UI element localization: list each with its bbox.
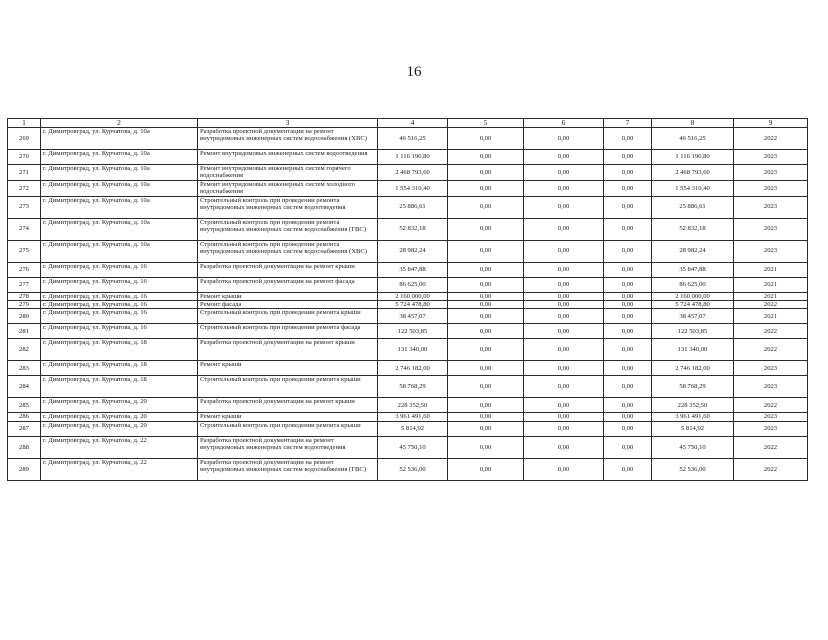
- table-body: [8, 128, 808, 481]
- value-cell-6: 0,00: [524, 339, 604, 361]
- value-cell-6: 0,00: [524, 413, 604, 421]
- total-cost-cell: 86 625,00: [378, 277, 448, 292]
- total-cost-cell: 25 886,61: [378, 196, 448, 218]
- value-cell-8: 122 503,85: [652, 324, 734, 339]
- value-cell-8: 25 886,61: [652, 196, 734, 218]
- address-cell: г. Димитровград, ул. Курчатова, д. 10а: [41, 150, 198, 165]
- row-number: 273: [8, 196, 41, 218]
- year-cell: 2022: [734, 339, 808, 361]
- value-cell-6: 0,00: [524, 218, 604, 240]
- table-row: [8, 398, 808, 413]
- row-number: 274: [8, 218, 41, 240]
- year-cell: 2023: [734, 240, 808, 262]
- value-cell-8: 228 352,50: [652, 398, 734, 413]
- value-cell-5: 0,00: [448, 292, 524, 300]
- value-cell-5: 0,00: [448, 339, 524, 361]
- value-cell-8: 52 536,00: [652, 458, 734, 480]
- table-row: [8, 292, 808, 300]
- year-cell: 2021: [734, 277, 808, 292]
- value-cell-5: 0,00: [448, 196, 524, 218]
- address-cell: г. Димитровград, ул. Курчатова, д. 10а: [41, 180, 198, 196]
- work-type-cell: Строительный контроль при проведении ремонта внутридомовых инженерных систем водоотведения: [198, 196, 378, 218]
- value-cell-7: 0,00: [604, 361, 652, 376]
- value-cell-5: 0,00: [448, 128, 524, 150]
- row-number: 275: [8, 240, 41, 262]
- year-cell: 2021: [734, 309, 808, 324]
- value-cell-5: 0,00: [448, 421, 524, 436]
- year-cell: 2023: [734, 165, 808, 181]
- value-cell-5: 0,00: [448, 240, 524, 262]
- value-cell-7: 0,00: [604, 180, 652, 196]
- table-row: [8, 413, 808, 421]
- work-type-cell: Ремонт фасада: [198, 301, 378, 309]
- work-type-cell: Ремонт внутридомовых инженерных систем водоотведения: [198, 150, 378, 165]
- year-cell: 2022: [734, 398, 808, 413]
- row-number: 278: [8, 292, 41, 300]
- value-cell-8: 58 768,29: [652, 376, 734, 398]
- column-header: 7: [604, 119, 652, 128]
- address-cell: г. Димитровград, ул. Курчатова, д. 10а: [41, 218, 198, 240]
- value-cell-8: 35 847,88: [652, 262, 734, 277]
- address-cell: г. Димитровград, ул. Курчатова, д. 16: [41, 277, 198, 292]
- total-cost-cell: 52 536,00: [378, 458, 448, 480]
- row-number: 269: [8, 128, 41, 150]
- value-cell-6: 0,00: [524, 128, 604, 150]
- total-cost-cell: 131 340,00: [378, 339, 448, 361]
- row-number: 270: [8, 150, 41, 165]
- value-cell-5: 0,00: [448, 150, 524, 165]
- address-cell: г. Димитровград, ул. Курчатова, д. 18: [41, 339, 198, 361]
- value-cell-6: 0,00: [524, 436, 604, 458]
- value-cell-6: 0,00: [524, 421, 604, 436]
- table-row: [8, 128, 808, 150]
- registry-table: [7, 118, 808, 481]
- value-cell-5: 0,00: [448, 301, 524, 309]
- value-cell-5: 0,00: [448, 262, 524, 277]
- value-cell-8: 28 982,24: [652, 240, 734, 262]
- value-cell-8: 45 750,10: [652, 436, 734, 458]
- row-number: 287: [8, 421, 41, 436]
- value-cell-8: 5 724 478,80: [652, 301, 734, 309]
- work-type-cell: Ремонт внутридомовых инженерных систем горячего водоснабжения: [198, 165, 378, 181]
- value-cell-7: 0,00: [604, 128, 652, 150]
- value-cell-8: 46 516,25: [652, 128, 734, 150]
- value-cell-6: 0,00: [524, 376, 604, 398]
- value-cell-8: 131 340,00: [652, 339, 734, 361]
- total-cost-cell: 3 961 491,60: [378, 413, 448, 421]
- work-type-cell: Строительный контроль при проведении ремонта фасада: [198, 324, 378, 339]
- value-cell-7: 0,00: [604, 421, 652, 436]
- work-type-cell: Ремонт крыши: [198, 413, 378, 421]
- total-cost-cell: 45 750,10: [378, 436, 448, 458]
- row-number: 272: [8, 180, 41, 196]
- value-cell-8: 86 625,00: [652, 277, 734, 292]
- value-cell-7: 0,00: [604, 218, 652, 240]
- row-number: 284: [8, 376, 41, 398]
- work-type-cell: Строительный контроль при проведении ремонта внутридомовых инженерных систем водоснабжения (ГВС): [198, 218, 378, 240]
- value-cell-6: 0,00: [524, 458, 604, 480]
- value-cell-7: 0,00: [604, 240, 652, 262]
- year-cell: 2023: [734, 218, 808, 240]
- value-cell-8: 1 116 196,80: [652, 150, 734, 165]
- column-header: 6: [524, 119, 604, 128]
- table-row: [8, 196, 808, 218]
- row-number: 289: [8, 458, 41, 480]
- total-cost-cell: 1 116 196,80: [378, 150, 448, 165]
- value-cell-6: 0,00: [524, 196, 604, 218]
- value-cell-8: 52 832,18: [652, 218, 734, 240]
- work-type-cell: Разработка проектной документации на ремонт крыши: [198, 398, 378, 413]
- year-cell: 2023: [734, 413, 808, 421]
- address-cell: г. Димитровград, ул. Курчатова, д. 20: [41, 398, 198, 413]
- value-cell-5: 0,00: [448, 218, 524, 240]
- page-number: 16: [406, 64, 422, 80]
- year-cell: 2021: [734, 292, 808, 300]
- total-cost-cell: 46 516,25: [378, 128, 448, 150]
- year-cell: 2023: [734, 150, 808, 165]
- value-cell-6: 0,00: [524, 150, 604, 165]
- work-type-cell: Ремонт крыши: [198, 361, 378, 376]
- table-row: [8, 277, 808, 292]
- value-cell-6: 0,00: [524, 240, 604, 262]
- total-cost-cell: 5 724 478,80: [378, 301, 448, 309]
- work-type-cell: Строительный контроль при проведении ремонта крыши: [198, 376, 378, 398]
- value-cell-5: 0,00: [448, 458, 524, 480]
- value-cell-8: 2 468 793,60: [652, 165, 734, 181]
- row-number: 280: [8, 309, 41, 324]
- value-cell-6: 0,00: [524, 277, 604, 292]
- table-row: [8, 361, 808, 376]
- total-cost-cell: 35 847,88: [378, 262, 448, 277]
- value-cell-6: 0,00: [524, 165, 604, 181]
- value-cell-5: 0,00: [448, 324, 524, 339]
- value-cell-7: 0,00: [604, 436, 652, 458]
- year-cell: 2022: [734, 458, 808, 480]
- value-cell-6: 0,00: [524, 262, 604, 277]
- value-cell-6: 0,00: [524, 301, 604, 309]
- row-number: 277: [8, 277, 41, 292]
- column-header: 9: [734, 119, 808, 128]
- value-cell-6: 0,00: [524, 324, 604, 339]
- column-header: 5: [448, 119, 524, 128]
- column-header: 4: [378, 119, 448, 128]
- value-cell-7: 0,00: [604, 301, 652, 309]
- total-cost-cell: 1 554 310,40: [378, 180, 448, 196]
- value-cell-7: 0,00: [604, 150, 652, 165]
- work-type-cell: Разработка проектной документации на ремонт крыши: [198, 339, 378, 361]
- total-cost-cell: 52 832,18: [378, 218, 448, 240]
- address-cell: г. Димитровград, ул. Курчатова, д. 10а: [41, 196, 198, 218]
- address-cell: г. Димитровград, ул. Курчатова, д. 10а: [41, 128, 198, 150]
- total-cost-cell: 122 503,85: [378, 324, 448, 339]
- value-cell-5: 0,00: [448, 376, 524, 398]
- value-cell-7: 0,00: [604, 413, 652, 421]
- value-cell-5: 0,00: [448, 277, 524, 292]
- value-cell-7: 0,00: [604, 458, 652, 480]
- address-cell: г. Димитровград, ул. Курчатова, д. 10а: [41, 165, 198, 181]
- value-cell-8: 1 554 310,40: [652, 180, 734, 196]
- value-cell-7: 0,00: [604, 309, 652, 324]
- value-cell-6: 0,00: [524, 292, 604, 300]
- address-cell: г. Димитровград, ул. Курчатова, д. 22: [41, 458, 198, 480]
- value-cell-7: 0,00: [604, 376, 652, 398]
- value-cell-6: 0,00: [524, 361, 604, 376]
- total-cost-cell: 2 468 793,60: [378, 165, 448, 181]
- total-cost-cell: 228 352,50: [378, 398, 448, 413]
- total-cost-cell: 28 982,24: [378, 240, 448, 262]
- table-row: [8, 376, 808, 398]
- work-type-cell: Ремонт внутридомовых инженерных систем холодного водоснабжения: [198, 180, 378, 196]
- value-cell-8: 2 160 000,00: [652, 292, 734, 300]
- address-cell: г. Димитровград, ул. Курчатова, д. 20: [41, 413, 198, 421]
- table-row: [8, 301, 808, 309]
- table-row: [8, 240, 808, 262]
- year-cell: 2023: [734, 376, 808, 398]
- row-number: 288: [8, 436, 41, 458]
- total-cost-cell: 38 457,07: [378, 309, 448, 324]
- value-cell-7: 0,00: [604, 398, 652, 413]
- year-cell: 2022: [734, 436, 808, 458]
- value-cell-5: 0,00: [448, 309, 524, 324]
- value-cell-8: 2 746 182,00: [652, 361, 734, 376]
- value-cell-6: 0,00: [524, 180, 604, 196]
- year-cell: 2022: [734, 301, 808, 309]
- work-type-cell: Разработка проектной документации на ремонт внутридомовых инженерных систем водоснабжения (ХВС): [198, 128, 378, 150]
- value-cell-7: 0,00: [604, 324, 652, 339]
- year-cell: 2022: [734, 128, 808, 150]
- work-type-cell: Разработка проектной документации на ремонт крыши: [198, 262, 378, 277]
- row-number: 281: [8, 324, 41, 339]
- row-number: 279: [8, 301, 41, 309]
- value-cell-8: 5 814,92: [652, 421, 734, 436]
- value-cell-6: 0,00: [524, 398, 604, 413]
- work-type-cell: Строительный контроль при проведении ремонта крыши: [198, 421, 378, 436]
- value-cell-5: 0,00: [448, 165, 524, 181]
- value-cell-7: 0,00: [604, 196, 652, 218]
- work-type-cell: Разработка проектной документации на ремонт внутридомовых инженерных систем водоотведения: [198, 436, 378, 458]
- table-row: [8, 421, 808, 436]
- address-cell: г. Димитровград, ул. Курчатова, д. 18: [41, 376, 198, 398]
- address-cell: г. Димитровград, ул. Курчатова, д. 16: [41, 309, 198, 324]
- year-cell: 2023: [734, 180, 808, 196]
- value-cell-8: 38 457,07: [652, 309, 734, 324]
- row-number: 286: [8, 413, 41, 421]
- value-cell-6: 0,00: [524, 309, 604, 324]
- work-type-cell: Разработка проектной документации на ремонт внутридомовых инженерных систем водоснабжения (ГВС): [198, 458, 378, 480]
- address-cell: г. Димитровград, ул. Курчатова, д. 16: [41, 262, 198, 277]
- value-cell-7: 0,00: [604, 339, 652, 361]
- total-cost-cell: 5 814,92: [378, 421, 448, 436]
- value-cell-7: 0,00: [604, 277, 652, 292]
- table-row: [8, 309, 808, 324]
- column-header: 1: [8, 119, 41, 128]
- row-number: 285: [8, 398, 41, 413]
- value-cell-7: 0,00: [604, 292, 652, 300]
- year-cell: 2022: [734, 324, 808, 339]
- table-row: [8, 458, 808, 480]
- column-header: 2: [41, 119, 198, 128]
- work-type-cell: Ремонт крыши: [198, 292, 378, 300]
- total-cost-cell: 2 160 000,00: [378, 292, 448, 300]
- row-number: 283: [8, 361, 41, 376]
- table-row: [8, 150, 808, 165]
- table-row: [8, 339, 808, 361]
- address-cell: г. Димитровград, ул. Курчатова, д. 18: [41, 361, 198, 376]
- row-number: 282: [8, 339, 41, 361]
- value-cell-7: 0,00: [604, 262, 652, 277]
- table-row: [8, 262, 808, 277]
- value-cell-5: 0,00: [448, 361, 524, 376]
- table-row: [8, 436, 808, 458]
- address-cell: г. Димитровград, ул. Курчатова, д. 20: [41, 421, 198, 436]
- year-cell: 2023: [734, 421, 808, 436]
- value-cell-5: 0,00: [448, 398, 524, 413]
- total-cost-cell: 58 768,29: [378, 376, 448, 398]
- year-cell: 2021: [734, 262, 808, 277]
- value-cell-5: 0,00: [448, 180, 524, 196]
- value-cell-5: 0,00: [448, 413, 524, 421]
- year-cell: 2023: [734, 361, 808, 376]
- year-cell: 2023: [734, 196, 808, 218]
- work-type-cell: Строительный контроль при проведении ремонта внутридомовых инженерных систем водоснабжения (ХВС): [198, 240, 378, 262]
- address-cell: г. Димитровград, ул. Курчатова, д. 16: [41, 324, 198, 339]
- work-type-cell: Строительный контроль при проведении ремонта крыши: [198, 309, 378, 324]
- value-cell-7: 0,00: [604, 165, 652, 181]
- header-row: [8, 119, 808, 128]
- address-cell: г. Димитровград, ул. Курчатова, д. 22: [41, 436, 198, 458]
- table-row: [8, 180, 808, 196]
- address-cell: г. Димитровград, ул. Курчатова, д. 10а: [41, 240, 198, 262]
- table-row: [8, 165, 808, 181]
- work-type-cell: Разработка проектной документации на ремонт фасада: [198, 277, 378, 292]
- table-row: [8, 218, 808, 240]
- row-number: 271: [8, 165, 41, 181]
- value-cell-8: 3 961 491,60: [652, 413, 734, 421]
- column-header: 8: [652, 119, 734, 128]
- column-header: 3: [198, 119, 378, 128]
- row-number: 276: [8, 262, 41, 277]
- table-row: [8, 324, 808, 339]
- value-cell-5: 0,00: [448, 436, 524, 458]
- address-cell: г. Димитровград, ул. Курчатова, д. 16: [41, 292, 198, 300]
- total-cost-cell: 2 746 182,00: [378, 361, 448, 376]
- address-cell: г. Димитровград, ул. Курчатова, д. 16: [41, 301, 198, 309]
